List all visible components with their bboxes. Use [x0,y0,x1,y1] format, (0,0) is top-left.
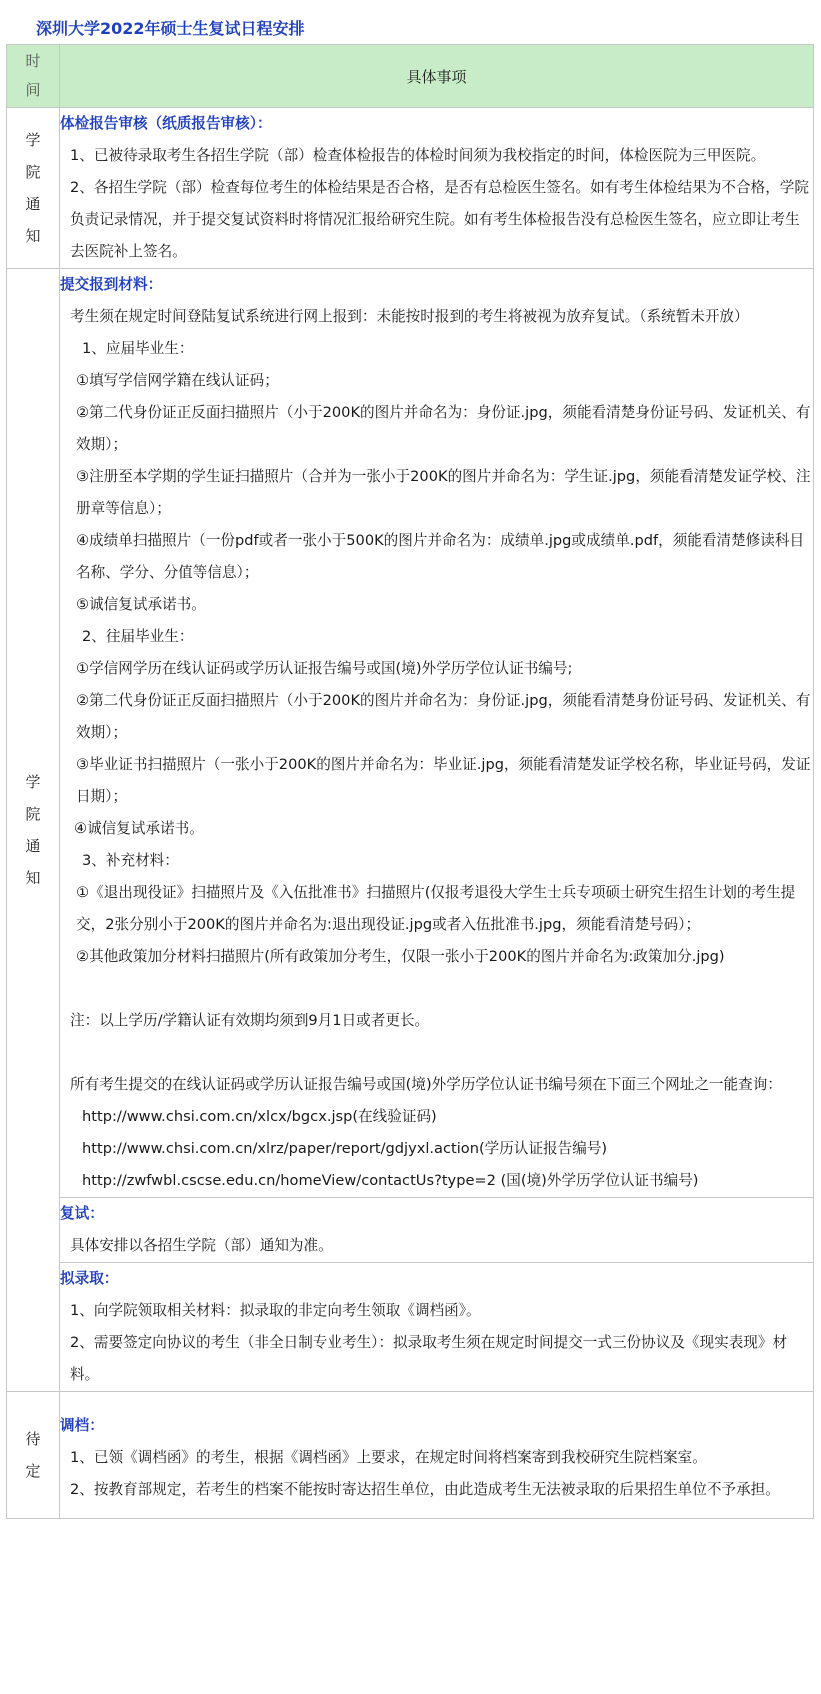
content-line: 2、各招生学院（部）检查每位考生的体检结果是否合格，是否有总检医生签名。如有考生体检结果为不合格，学院负责记录情况，并于提交复试资料时将情况汇报给研究生院。如有考生体检报告没有总检医生签名，应立即让考生去医院补上签名。 [70,179,809,260]
header-time-char: 间 [25,81,41,99]
content-line: ①填写学信网学籍在线认证码； [76,372,279,389]
content-line: ⑤诚信复试承诺书。 [76,596,206,613]
content-line: ①学信网学历在线认证码或学历认证报告编号或国(境)外学历学位认证书编号; [76,660,573,677]
url-line: http://zwfwbl.cscse.edu.cn/homeView/contactUs?type=2 (国(境)外学历学位认证书编号) [82,1172,699,1189]
content-line: 考生须在规定时间登陆复试系统进行网上报到：未能按时报到的考生将被视为放弃复试。（系统暂未开放） [70,308,749,325]
row-label-char: 定 [25,1462,41,1480]
row-label-char: 院 [25,163,41,181]
row-content [60,1392,814,1519]
row-label-char: 学 [25,131,41,149]
group-title: 3、补充材料： [82,852,179,869]
content-line: 1、已被待录取考生各招生学院（部）检查体检报告的体检时间须为我校指定的时间，体检医院为三甲医院。 [70,147,766,164]
row-label-char: 知 [25,869,41,887]
content-line: ②其他政策加分材料扫描照片(所有政策加分考生，仅限一张小于200K的图片并命名为:政策加分.jpg) [76,948,725,965]
content-line: 2、需要签定向协议的考生（非全日制专业考生）：拟录取考生须在规定时间提交一式三份协议及《现实表现》材料。 [70,1334,788,1383]
query-line: 所有考生提交的在线认证码或学历认证报告编号或国(境)外学历学位认证书编号须在下面三个网址之一能查询： [70,1076,782,1093]
table-header-row [7,45,814,108]
content-line: ①《退出现役证》扫描照片及《入伍批准书》扫描照片(仅报考退役大学生士兵专项硕士研究生招生计划的考生提交，2张分别小于200K的图片并命名为:退出现役证.jpg或者入伍批准书.jpg，须能看清楚号码）； [76,884,796,933]
table-row [7,1392,814,1519]
content-line: 1、已领《调档函》的考生，根据《调档函》上要求，在规定时间将档案寄到我校研究生院档案室。 [70,1449,707,1466]
row-label-char: 院 [25,805,41,823]
spacer [60,1037,813,1069]
row-label-char: 通 [25,195,41,213]
row-content [60,1263,814,1392]
content-line: ③毕业证书扫描照片（一张小于200K的图片并命名为：毕业证.jpg，须能看清楚发证学校名称，毕业证号码，发证日期）； [76,756,811,805]
page-title: 深圳大学2022年硕士生复试日程安排 [36,19,305,38]
row-content [60,1198,814,1263]
row-label-char: 知 [25,227,41,245]
row-label-char: 学 [25,773,41,791]
row-label [7,269,60,1392]
group-title: 1、应届毕业生： [82,340,194,357]
table-row [7,1198,814,1263]
content-line: ②第二代身份证正反面扫描照片（小于200K的图片并命名为：身份证.jpg，须能看清楚身份证号码、发证机关、有效期）； [76,404,811,453]
section-heading: 提交报到材料： [60,276,163,293]
row-label [7,108,60,269]
row-label [7,1392,60,1519]
section-heading: 体检报告审核（纸质报告审核）： [60,115,272,132]
content-line: ④成绩单扫描照片（一份pdf或者一张小于500K的图片并命名为：成绩单.jpg或成绩单.pdf，须能看清楚修读科目名称、学分、分值等信息）； [76,532,805,581]
row-label-char: 待 [25,1430,41,1448]
content-line: 1、向学院领取相关材料：拟录取的非定向考生领取《调档函》。 [70,1302,481,1319]
header-time-char: 时 [25,52,41,70]
content-line: 具体安排以各招生学院（部）通知为准。 [70,1237,333,1254]
url-line: http://www.chsi.com.cn/xlcx/bgcx.jsp(在线验证码) [82,1108,437,1125]
section-heading: 调档： [60,1417,104,1434]
section-heading: 拟录取： [60,1270,119,1287]
url-line: http://www.chsi.com.cn/xlrz/paper/report/gdjyxl.action(学历认证报告编号) [82,1140,608,1157]
row-content [60,108,814,269]
header-details: 具体事项 [60,45,814,108]
row-label-char: 通 [25,837,41,855]
header-time [7,45,60,108]
note-line: 注：以上学历/学籍认证有效期均须到9月1日或者更长。 [70,1012,430,1029]
content-line: ④诚信复试承诺书。 [74,820,204,837]
row-content [60,269,814,1198]
group-title: 2、往届毕业生： [82,628,194,645]
table-row [7,108,814,269]
content-line: ③注册至本学期的学生证扫描照片（合并为一张小于200K的图片并命名为：学生证.jpg，须能看清楚发证学校、注册章等信息）； [76,468,811,517]
table-row [7,1263,814,1392]
content-line: ②第二代身份证正反面扫描照片（小于200K的图片并命名为：身份证.jpg，须能看清楚身份证号码、发证机关、有效期）； [76,692,811,741]
spacer [60,973,813,1005]
content-line: 2、按教育部规定，若考生的档案不能按时寄达招生单位，由此造成考生无法被录取的后果招生单位不予承担。 [70,1481,780,1498]
section-heading: 复试： [60,1205,104,1222]
table-row [7,269,814,1198]
schedule-table [6,44,814,1519]
